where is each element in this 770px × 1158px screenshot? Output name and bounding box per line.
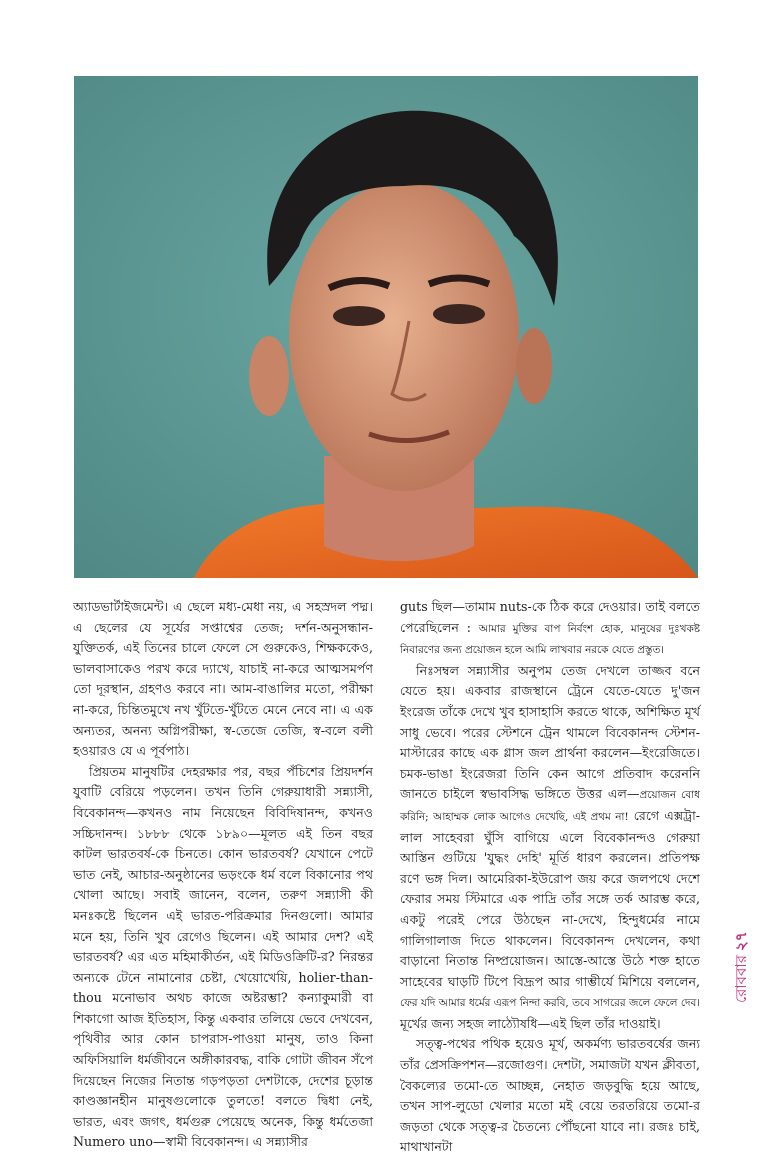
portrait-photo	[74, 76, 698, 578]
right-text-column	[400, 597, 700, 1158]
page-footer	[730, 931, 752, 1003]
quotation: ফের যদি আমার ধর্মের এরূপ নিন্দা করবি, তবে সাগরের জলে ফেলে দেব।	[400, 997, 700, 1010]
paragraph	[400, 597, 700, 661]
page-number: ২৭	[732, 931, 750, 952]
quotation: প্রয়োজন বোধ করিনি; আহাম্মক লোক আগেও দেখেছি, এই প্রথম না!	[400, 789, 700, 823]
magazine-name: রোববার	[732, 955, 750, 1003]
paragraph-text: রেগে এক্সট্রা-লাল সাহেবরা ঘুঁসি বাগিয়ে এলে বিবেকানন্দও গেরুয়া আস্তিন গুটিয়ে 'যুদ্ধং দেহি' মূর্তি ধারণ করলেন। প্রতিপক্ষ রণে ভঙ্গ দিল। আমেরিকা-ইউরোপ জয় করে জলপথে দেশে ফেরার সময় স্টিমারে এক পাদ্রি তাঁর সঙ্গে তর্ক আরম্ভ করে, একটু পরেই পেরে উঠছেন না-দেখে, হিন্দুধর্মের নামে গালিগালাজ দিতে থাকলেন। বিবেকানন্দ দেখলেন, কথা বাড়ানো নিতান্ত নিষ্প্রয়োজন। আস্তে-আস্তে উঠে শক্ত হাতে সাহেবের ঘাড়টি টিপে বিদ্রূপ আর গাম্ভীর্যে মিশিয়ে বললেন,	[400, 807, 700, 989]
paragraph	[400, 661, 700, 1035]
paragraph: প্রিয়তম মানুষটির দেহরক্ষার পর, বছর পঁচিশের প্রিয়দর্শন যুবাটি বেরিয়ে পড়লেন। তখন তিনি গেরুয়াধারী সন্ন্যাসী, বিবেকানন্দ—কখনও নাম নিয়েছেন বিবিদিষানন্দ, কখনও সচ্চিদানন্দ। ১৮৮৮ থেকে ১৮৯০—মূলত এই তিন বছর কাটল ভারতবর্ষ-কে চিনতে। কোন ভারতবর্ষ? যেখানে পেটে ভাত নেই, আচার-অনুষ্ঠানের ভড়ংকে ধর্ম বলে বিকানোর পথ খোলা আছে। সবাই জানেন, বলেন, তরুণ সন্ন্যাসী কী মনঃকষ্টে ছিলেন এই ভারত-পরিক্রমার দিনগুলো। আমার মনে হয়, তিনি খুব রেগেও ছিলেন। এই আমার দেশ? এই ভারতবর্ষ? এর এত মহিমাকীর্তন, এই মিডিওক্রিটি-র? নিরন্তর অন্যকে টেনে নামানোর চেষ্টা, খেয়োখেয়ি, holier-than-thou মনোভাব অথচ কাজে অষ্টরম্ভা? কন্যাকুমারী বা শিকাগো আজ ইতিহাস, কিন্তু একবার তলিয়ে ভেবে দেখবেন, পৃথিবীর আর কোন চাপরাস-পাওয়া মানুষ, তাও কিনা অফিসিয়ালি ধর্মজীবনে অঙ্গীকারবদ্ধ, বাকি গোটা জীবন সঁপে দিয়েছেন নিজের নিতান্ত গড়পড়তা দেশটাকে, দেশের চূড়ান্ত কাণ্ডজ্ঞানহীন মানুষগুলোকে তুলতে! বলতে দ্বিধা নেই, ভারত, এবং জগৎ, ধর্মগুরু পেয়েছে অনেক, কিন্তু ধর্মতেজা Numero uno—স্বামী বিবেকানন্দ। এ সন্ন্যাসীর	[73, 763, 373, 1150]
quotation: আমার মুক্তির বাপ নির্বংশ হোক, মানুষের দুঃখকষ্ট নিবারণের জন্য প্রয়োজন হলে আমি লাখবার নরকে যেতে প্রস্তুত।	[400, 622, 700, 657]
paragraph-text: guts ছিল—তামাম nuts-কে ঠিক করে দেওয়ার। তাই বলতে পেরেছিলেন :	[400, 599, 700, 635]
portrait-image-icon	[74, 76, 698, 578]
paragraph-text: নিঃসম্বল সন্ন্যাসীর অনুপম তেজ দেখলে তাজ্জব বনে যেতে হয়। একবার রাজস্থানে ট্রেনে যেতে-যেতে দু'জন ইংরেজ তাঁকে দেখে খুব হাসাহাসি করতে থাকে, অশিক্ষিত মূর্খ সাধু ভেবে। পরের স্টেশনে ট্রেন থামলে বিবেকানন্দ স্টেশন-মাস্টারের কাছে এক গ্লাস জল প্রার্থনা করলেন—ইংরেজিতে। চমক-ভাঙা ইংরেজরা তিনি কেন আগে প্রতিবাদ করেননি জানতে চাইলে স্বভাবসিদ্ধ ভঙ্গিতে উত্তর এল—	[400, 662, 700, 802]
left-text-column	[73, 597, 373, 1153]
paragraph-text: মূর্খের জন্য সহজ লাঠ্যৌষধি—এই ছিল তাঁর দাওয়াই।	[400, 1015, 661, 1031]
paragraph: সত্ত্ব-পথের পথিক হয়েও মূর্খ, অকর্মণ্য ভারতবর্ষের জন্য তাঁর প্রেসক্রিপশন—রজোগুণ। দেশটা, সমাজটা যখন ক্লীবতা, বৈকল্যের তমো-তে আচ্ছন্ন, নেহাত জড়বুদ্ধি হয়ে আছে, তখন সাপ-লুডো খেলার মতো মই বেয়ে তরতরিয়ে তমো-র জড়তা থেকে সত্ত্ব-র চৈতন্যে পৌঁছনো যাবে না। রজঃ চাই, মাথাখানটা	[400, 1036, 700, 1155]
paragraph: অ্যাডভার্টাইজমেন্ট। এ ছেলে মধ্য-মেধা নয়, এ সহস্রদল পদ্ম। এ ছেলের যে সূর্যের সপ্তাশ্বের তেজ; দর্শন-অনুসন্ধান-যুক্তিতর্ক, এই তিনের চালে ফেলে সে গুরুকেও, শিক্ষককেও, ভালবাসাকেও পরখ করে দ্যাখে, যাচাই না-করে আত্মসমর্পণ তো দূরস্থান, গ্রহণও করবে না। আম-বাঙালির মতো, পরীক্ষা না-করে, চিন্তিতমুখে নখ খুঁটতে-খুঁটতে মেনে নেবে না। এ এক অন্যতর, অনন্য অগ্নিপরীক্ষা, স্ব-তেজে তেজি, স্ব-বলে বলী হওয়ারও যে এ পূর্বপাঠ।	[73, 599, 373, 759]
